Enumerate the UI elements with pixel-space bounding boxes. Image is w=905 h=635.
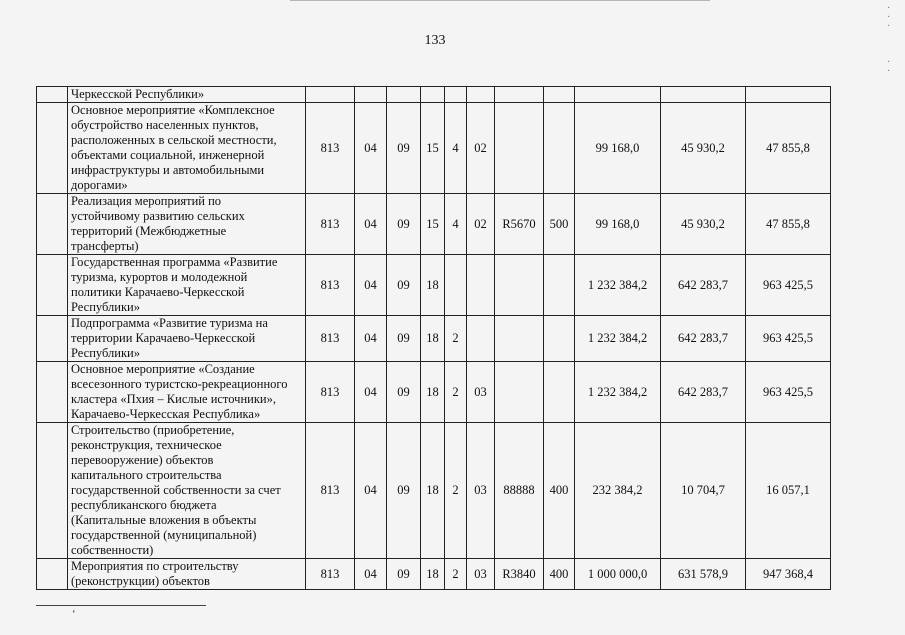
cell-sub: 2: [445, 362, 467, 423]
table-row: [37, 103, 831, 194]
row-name-line: Строительство (приобретение,: [71, 423, 235, 437]
row-name: [68, 423, 306, 559]
cell-rz: 04: [355, 103, 387, 194]
cell-y2: 10 704,7: [661, 423, 746, 559]
cell-prog: 15: [421, 194, 445, 255]
blank-cell: [37, 559, 68, 590]
cell-y3: 47 855,8: [746, 103, 831, 194]
row-name-line: Основное мероприятие «Создание: [71, 362, 255, 376]
cell-ved: 813: [306, 362, 355, 423]
row-name-line: Государственная программа «Развитие: [71, 255, 278, 269]
cell-prog: 18: [421, 255, 445, 316]
row-name-line: устойчивому развитию сельских: [71, 209, 245, 223]
row-name-line: политики Карачаево-Черкесской: [71, 285, 245, 299]
cell-y3: 963 425,5: [746, 316, 831, 362]
cell-sub: 2: [445, 423, 467, 559]
cell-rz: [355, 87, 387, 103]
budget-table: [36, 86, 831, 590]
cell-mer: [467, 255, 495, 316]
cell-ved: 813: [306, 423, 355, 559]
row-name-line: трансферты): [71, 239, 139, 253]
cell-y3: 947 368,4: [746, 559, 831, 590]
row-name: [68, 316, 306, 362]
row-name-line: инфраструктуры и автомобильными: [71, 163, 265, 177]
blank-cell: [37, 194, 68, 255]
blank-cell: [37, 103, 68, 194]
cell-pr: 09: [387, 362, 421, 423]
row-name-line: Основное мероприятие «Комплексное: [71, 103, 275, 117]
cell-y2: 642 283,7: [661, 255, 746, 316]
cell-pr: 09: [387, 559, 421, 590]
row-name-line: кластера «Пхия – Кислые источники»,: [71, 392, 276, 406]
cell-y3: 963 425,5: [746, 362, 831, 423]
row-name-line: Мероприятия по строительству: [71, 559, 239, 573]
row-name: [68, 559, 306, 590]
cell-y2: 45 930,2: [661, 103, 746, 194]
row-name: [68, 103, 306, 194]
cell-pr: 09: [387, 316, 421, 362]
cell-mer: 02: [467, 103, 495, 194]
cell-vr: [544, 87, 575, 103]
cell-mer: [467, 87, 495, 103]
cell-prog: 15: [421, 103, 445, 194]
row-name-line: объектами социальной, инженерной: [71, 148, 265, 162]
cell-pr: 09: [387, 255, 421, 316]
cell-y1: 1 232 384,2: [575, 362, 661, 423]
cell-dir: [495, 87, 544, 103]
cell-y1: 99 168,0: [575, 103, 661, 194]
cell-dir: [495, 103, 544, 194]
cell-ved: 813: [306, 316, 355, 362]
row-name: [68, 194, 306, 255]
row-name-line: Реализация мероприятий по: [71, 194, 222, 208]
cell-y1: 232 384,2: [575, 423, 661, 559]
row-name-line: перевооружение) объектов: [71, 453, 214, 467]
blank-cell: [37, 316, 68, 362]
cell-ved: 813: [306, 255, 355, 316]
table-row: [37, 316, 831, 362]
cell-rz: 04: [355, 194, 387, 255]
blank-cell: [37, 255, 68, 316]
row-name-line: Республики»: [71, 346, 140, 360]
cell-sub: [445, 87, 467, 103]
cell-y1: 99 168,0: [575, 194, 661, 255]
cell-mer: 03: [467, 423, 495, 559]
cell-rz: 04: [355, 255, 387, 316]
cell-y3: 47 855,8: [746, 194, 831, 255]
table-row: [37, 559, 831, 590]
cell-y3: 963 425,5: [746, 255, 831, 316]
cell-ved: 813: [306, 103, 355, 194]
row-name-line: дорогами»: [71, 178, 128, 192]
cell-y1: 1 232 384,2: [575, 316, 661, 362]
cell-vr: [544, 255, 575, 316]
cell-y3: [746, 87, 831, 103]
row-name-line: обустройство населенных пунктов,: [71, 118, 259, 132]
row-name-line: капитального строительства: [71, 468, 222, 482]
blank-cell: [37, 87, 68, 103]
cell-ved: 813: [306, 194, 355, 255]
table-row: [37, 255, 831, 316]
cell-y1: 1 232 384,2: [575, 255, 661, 316]
cell-y2: [661, 87, 746, 103]
row-name-line: Республики»: [71, 300, 140, 314]
cell-y2: 631 578,9: [661, 559, 746, 590]
cell-dir: 88888: [495, 423, 544, 559]
row-name-line: Подпрограмма «Развитие туризма на: [71, 316, 268, 330]
row-name: [68, 87, 306, 103]
table-body: [37, 87, 831, 590]
cell-rz: 04: [355, 316, 387, 362]
cell-vr: 400: [544, 423, 575, 559]
cell-dir: R5670: [495, 194, 544, 255]
row-name-line: государственной (муниципальной): [71, 528, 257, 542]
row-name-line: собственности): [71, 543, 154, 557]
table-row: [37, 87, 831, 103]
cell-prog: 18: [421, 423, 445, 559]
cell-vr: [544, 316, 575, 362]
cell-y1: 1 000 000,0: [575, 559, 661, 590]
page-number: 133: [424, 33, 446, 48]
row-name-line: реконструкция, техническое: [71, 438, 222, 452]
row-name-line: всесезонного туристско-рекреационного: [71, 377, 288, 391]
cell-y1: [575, 87, 661, 103]
cell-vr: 400: [544, 559, 575, 590]
stray-mark: ʻ: [72, 608, 76, 620]
cell-sub: 2: [445, 559, 467, 590]
cell-vr: 500: [544, 194, 575, 255]
cell-prog: 18: [421, 559, 445, 590]
row-name-line: (Капитальные вложения в объекты: [71, 513, 257, 527]
row-name-line: республиканского бюджета: [71, 498, 217, 512]
cell-pr: 09: [387, 194, 421, 255]
row-name-line: расположенных в сельской местности,: [71, 133, 277, 147]
cell-y2: 45 930,2: [661, 194, 746, 255]
cell-dir: [495, 362, 544, 423]
cell-rz: 04: [355, 423, 387, 559]
table-row: [37, 362, 831, 423]
cell-y2: 642 283,7: [661, 362, 746, 423]
row-name-line: государственной собственности за счет: [71, 483, 281, 497]
cell-pr: 09: [387, 103, 421, 194]
cell-prog: 18: [421, 362, 445, 423]
cell-prog: 18: [421, 316, 445, 362]
bottom-rule: [36, 605, 206, 606]
row-name-line: территорий (Межбюджетные: [71, 224, 227, 238]
cell-vr: [544, 362, 575, 423]
cell-y2: 642 283,7: [661, 316, 746, 362]
cell-rz: 04: [355, 362, 387, 423]
table-row: [37, 423, 831, 559]
cell-pr: [387, 87, 421, 103]
row-name-line: территории Карачаево-Черкесской: [71, 331, 256, 345]
margin-dots: · · · · ·: [887, 3, 891, 77]
blank-cell: [37, 423, 68, 559]
row-name-line: туризма, курортов и молодежной: [71, 270, 248, 284]
cell-ved: 813: [306, 559, 355, 590]
table-row: [37, 194, 831, 255]
cell-pr: 09: [387, 423, 421, 559]
blank-cell: [37, 362, 68, 423]
cell-dir: [495, 255, 544, 316]
cell-mer: 03: [467, 559, 495, 590]
row-name-line: Черкесской Республики»: [71, 87, 205, 101]
cell-rz: 04: [355, 559, 387, 590]
cell-sub: 4: [445, 103, 467, 194]
cell-dir: [495, 316, 544, 362]
cell-mer: [467, 316, 495, 362]
cell-mer: 02: [467, 194, 495, 255]
cell-sub: [445, 255, 467, 316]
cell-ved: [306, 87, 355, 103]
top-rule: [290, 0, 710, 1]
cell-sub: 4: [445, 194, 467, 255]
cell-sub: 2: [445, 316, 467, 362]
cell-prog: [421, 87, 445, 103]
row-name-line: (реконструкции) объектов: [71, 574, 210, 588]
cell-mer: 03: [467, 362, 495, 423]
cell-y3: 16 057,1: [746, 423, 831, 559]
row-name: [68, 362, 306, 423]
row-name-line: Карачаево-Черкесская Республика»: [71, 407, 261, 421]
cell-vr: [544, 103, 575, 194]
cell-dir: R3840: [495, 559, 544, 590]
row-name: [68, 255, 306, 316]
